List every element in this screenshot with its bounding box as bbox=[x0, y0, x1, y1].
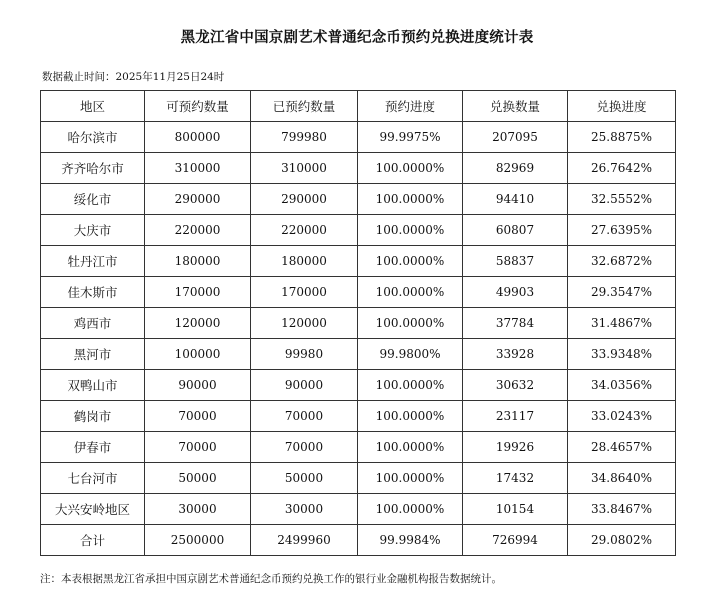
total-reserved-quantity-cell: 2499960 bbox=[251, 525, 358, 556]
available-quantity-cell: 70000 bbox=[145, 432, 251, 463]
table-row bbox=[41, 122, 676, 153]
exchange-progress-cell: 31.4867% bbox=[568, 308, 676, 339]
exchanged-quantity-cell: 23117 bbox=[463, 401, 568, 432]
available-quantity-cell: 290000 bbox=[145, 184, 251, 215]
table-header-row bbox=[41, 91, 676, 122]
table-row bbox=[41, 432, 676, 463]
reservation-progress-cell: 100.0000% bbox=[358, 463, 463, 494]
available-quantity-cell: 310000 bbox=[145, 153, 251, 184]
reservation-progress-cell: 99.9975% bbox=[358, 122, 463, 153]
reserved-quantity-cell: 99980 bbox=[251, 339, 358, 370]
total-exchanged-quantity-cell: 726994 bbox=[463, 525, 568, 556]
available-quantity-cell: 100000 bbox=[145, 339, 251, 370]
exchanged-quantity-cell: 58837 bbox=[463, 246, 568, 277]
reserved-quantity-cell: 290000 bbox=[251, 184, 358, 215]
table-row bbox=[41, 215, 676, 246]
region-cell: 哈尔滨市 bbox=[41, 122, 145, 153]
exchanged-quantity-cell: 49903 bbox=[463, 277, 568, 308]
reserved-quantity-cell: 170000 bbox=[251, 277, 358, 308]
region-cell: 伊春市 bbox=[41, 432, 145, 463]
total-label-cell: 合计 bbox=[41, 525, 145, 556]
table-total-row bbox=[41, 525, 676, 556]
reservation-progress-cell: 100.0000% bbox=[358, 215, 463, 246]
data-cutoff-time: 数据截止时间：2025年11月25日24时 bbox=[42, 71, 225, 83]
table-row bbox=[41, 308, 676, 339]
reservation-progress-cell: 100.0000% bbox=[358, 370, 463, 401]
header-reserved-quantity: 已预约数量 bbox=[251, 91, 358, 122]
available-quantity-cell: 800000 bbox=[145, 122, 251, 153]
exchange-progress-cell: 26.7642% bbox=[568, 153, 676, 184]
exchanged-quantity-cell: 94410 bbox=[463, 184, 568, 215]
table-row bbox=[41, 463, 676, 494]
header-reservation-progress: 预约进度 bbox=[358, 91, 463, 122]
exchange-progress-table bbox=[40, 90, 676, 556]
footnote: 注：本表根据黑龙江省承担中国京剧艺术普通纪念币预约兑换工作的银行业金融机构报告数据统计。 bbox=[40, 573, 502, 585]
region-cell: 七台河市 bbox=[41, 463, 145, 494]
reservation-progress-cell: 100.0000% bbox=[358, 401, 463, 432]
exchanged-quantity-cell: 82969 bbox=[463, 153, 568, 184]
reserved-quantity-cell: 90000 bbox=[251, 370, 358, 401]
reservation-progress-cell: 99.9800% bbox=[358, 339, 463, 370]
header-exchange-progress: 兑换进度 bbox=[568, 91, 676, 122]
exchange-progress-cell: 27.6395% bbox=[568, 215, 676, 246]
reserved-quantity-cell: 799980 bbox=[251, 122, 358, 153]
exchange-progress-cell: 32.5552% bbox=[568, 184, 676, 215]
reservation-progress-cell: 100.0000% bbox=[358, 494, 463, 525]
table-row bbox=[41, 339, 676, 370]
region-cell: 鸡西市 bbox=[41, 308, 145, 339]
region-cell: 佳木斯市 bbox=[41, 277, 145, 308]
table-row bbox=[41, 401, 676, 432]
exchange-progress-cell: 34.0356% bbox=[568, 370, 676, 401]
exchanged-quantity-cell: 19926 bbox=[463, 432, 568, 463]
exchanged-quantity-cell: 30632 bbox=[463, 370, 568, 401]
header-exchanged-quantity: 兑换数量 bbox=[463, 91, 568, 122]
reserved-quantity-cell: 310000 bbox=[251, 153, 358, 184]
exchange-progress-cell: 25.8875% bbox=[568, 122, 676, 153]
region-cell: 大兴安岭地区 bbox=[41, 494, 145, 525]
reserved-quantity-cell: 30000 bbox=[251, 494, 358, 525]
available-quantity-cell: 90000 bbox=[145, 370, 251, 401]
available-quantity-cell: 220000 bbox=[145, 215, 251, 246]
reservation-progress-cell: 100.0000% bbox=[358, 432, 463, 463]
available-quantity-cell: 170000 bbox=[145, 277, 251, 308]
available-quantity-cell: 180000 bbox=[145, 246, 251, 277]
region-cell: 绥化市 bbox=[41, 184, 145, 215]
table-row bbox=[41, 153, 676, 184]
exchanged-quantity-cell: 60807 bbox=[463, 215, 568, 246]
available-quantity-cell: 50000 bbox=[145, 463, 251, 494]
available-quantity-cell: 120000 bbox=[145, 308, 251, 339]
region-cell: 双鸭山市 bbox=[41, 370, 145, 401]
table-row bbox=[41, 277, 676, 308]
exchange-progress-cell: 33.8467% bbox=[568, 494, 676, 525]
exchange-progress-cell: 32.6872% bbox=[568, 246, 676, 277]
exchanged-quantity-cell: 37784 bbox=[463, 308, 568, 339]
exchange-progress-cell: 34.8640% bbox=[568, 463, 676, 494]
reservation-progress-cell: 100.0000% bbox=[358, 277, 463, 308]
region-cell: 黑河市 bbox=[41, 339, 145, 370]
region-cell: 齐齐哈尔市 bbox=[41, 153, 145, 184]
reservation-progress-cell: 100.0000% bbox=[358, 184, 463, 215]
exchange-progress-cell: 28.4657% bbox=[568, 432, 676, 463]
reservation-progress-cell: 100.0000% bbox=[358, 153, 463, 184]
reserved-quantity-cell: 70000 bbox=[251, 432, 358, 463]
exchange-progress-cell: 33.0243% bbox=[568, 401, 676, 432]
exchange-progress-cell: 29.3547% bbox=[568, 277, 676, 308]
region-cell: 鹤岗市 bbox=[41, 401, 145, 432]
page-title: 黑龙江省中国京剧艺术普通纪念币预约兑换进度统计表 bbox=[180, 30, 534, 46]
header-available-quantity: 可预约数量 bbox=[145, 91, 251, 122]
total-reservation-progress-cell: 99.9984% bbox=[358, 525, 463, 556]
reservation-progress-cell: 100.0000% bbox=[358, 308, 463, 339]
table-row bbox=[41, 370, 676, 401]
exchanged-quantity-cell: 33928 bbox=[463, 339, 568, 370]
exchanged-quantity-cell: 17432 bbox=[463, 463, 568, 494]
region-cell: 大庆市 bbox=[41, 215, 145, 246]
reserved-quantity-cell: 220000 bbox=[251, 215, 358, 246]
total-available-quantity-cell: 2500000 bbox=[145, 525, 251, 556]
header-region: 地区 bbox=[41, 91, 145, 122]
region-cell: 牡丹江市 bbox=[41, 246, 145, 277]
total-exchange-progress-cell: 29.0802% bbox=[568, 525, 676, 556]
reserved-quantity-cell: 120000 bbox=[251, 308, 358, 339]
table-row bbox=[41, 494, 676, 525]
reserved-quantity-cell: 50000 bbox=[251, 463, 358, 494]
exchange-progress-cell: 33.9348% bbox=[568, 339, 676, 370]
table-row bbox=[41, 184, 676, 215]
exchanged-quantity-cell: 207095 bbox=[463, 122, 568, 153]
reservation-progress-cell: 100.0000% bbox=[358, 246, 463, 277]
exchanged-quantity-cell: 10154 bbox=[463, 494, 568, 525]
available-quantity-cell: 70000 bbox=[145, 401, 251, 432]
reserved-quantity-cell: 70000 bbox=[251, 401, 358, 432]
reserved-quantity-cell: 180000 bbox=[251, 246, 358, 277]
available-quantity-cell: 30000 bbox=[145, 494, 251, 525]
table-row bbox=[41, 246, 676, 277]
